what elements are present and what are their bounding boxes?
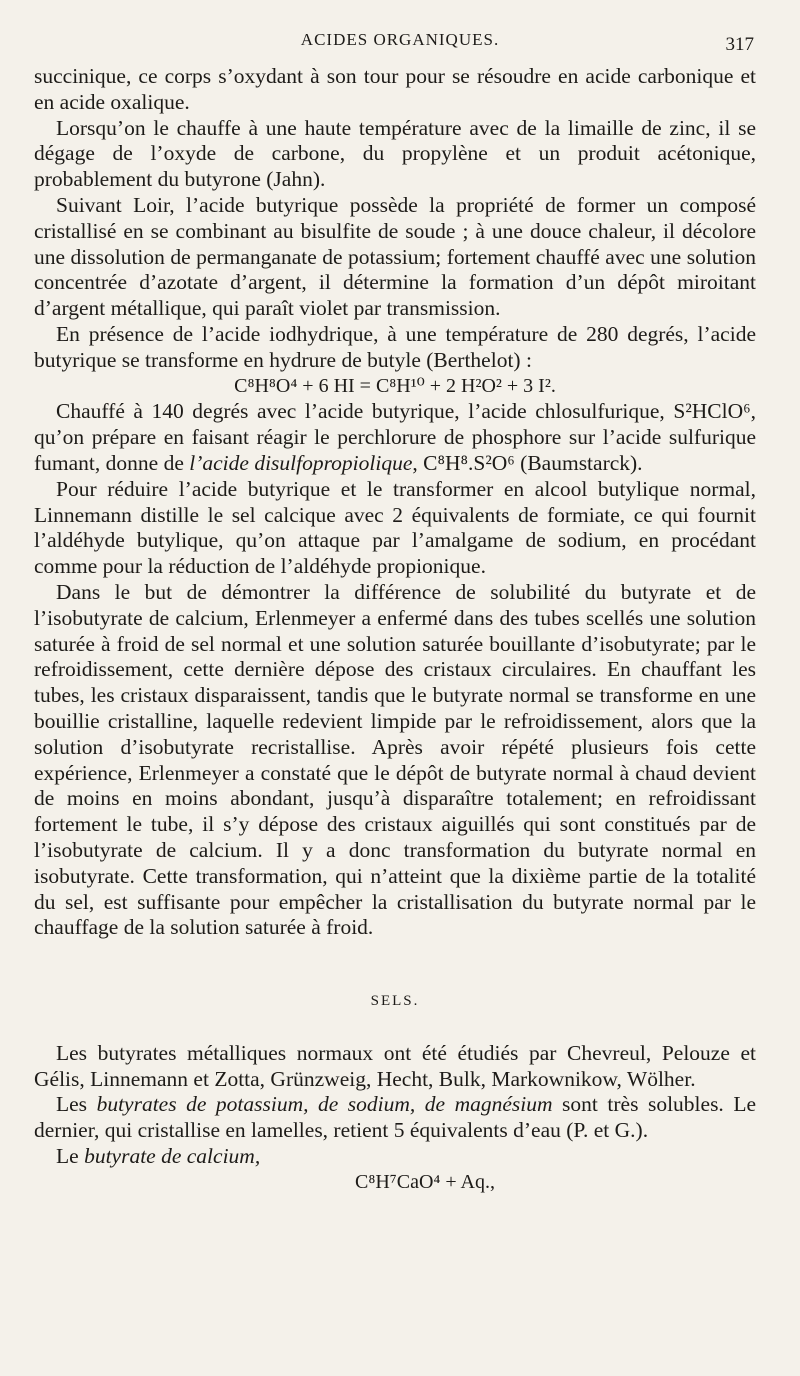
paragraph: Suivant Loir, l’acide butyrique possède la propriété de former un composé cristallisé en se combinant au bisulfite de soude ; à une douce chaleur, il décolore une dissolution de permanganate de potassium; fortement chauffé avec une solution concentrée d’azotate d’argent, il détermine la formation d’un dépôt miroitant d’argent métallique, qui paraît violet par transmission. [34,192,756,321]
paragraph: Les butyrates métalliques normaux ont été étudiés par Chevreul, Pelouze et Gélis, Linnemann et Zotta, Grünzweig, Hecht, Bulk, Markownikow, Wölher. [34,1040,756,1091]
text-run: Chauffé à 140 degrés avec l’acide butyrique, l’acide chlosulfurique, S²HClO⁶, qu’on prépare en faisant réagir le perchlorure de phosphore sur l’acide sulfurique fumant, donne de [34,399,756,475]
text-run: Les [56,1092,97,1117]
text-run: Le [56,1144,85,1169]
paragraph [34,1144,756,1170]
running-title: ACIDES ORGANIQUES. [300,30,500,49]
paragraph: succinique, ce corps s’oxydant à son tour pour se résoudre en acide carbonique et en acide oxalique. [34,64,756,114]
italic-term: butyrates de potassium, de sodium, de magnésium [96,1092,553,1117]
page-header [0,30,800,60]
paragraph: En présence de l’acide iodhydrique, à une température de 280 degrés, l’acide butyrique se transforme en hydrure de butyle (Berthelot) : [34,321,756,372]
paragraph [34,1092,756,1144]
text-run: , C⁸H⁸.S²O⁶ (Baumstarck). [412,450,643,475]
italic-term: butyrate de calcium, [84,1144,261,1169]
chemical-formula: C⁸H⁸O⁴ + 6 HI = C⁸H¹⁰ + 2 H²O² + 3 I². [234,374,556,397]
page-number: 317 [725,34,754,55]
paragraph: Dans le but de démontrer la différence de solubilité du butyrate et de l’isobutyrate de calcium, Erlenmeyer a enfermé dans des tubes scellés une solution saturée à froid de sel normal et une solution saturée bouillante d’isobutyrate; par le refroidissement, cette dernière dépose des cristaux circulaires. En chauffant les tubes, les cristaux disparaissent, tandis que le butyrate normal se transforme en une bouillie cristalline, laquelle redevient limpide par le refroidissement, alors que la solution d’isobutyrate recristallise. Après avoir répété plusieurs fois cette expérience, Erlenmeyer a constaté que le dépôt de butyrate normal à chaud devient de moins en moins abondant, jusqu’à disparaître totalement; en refroidissant fortement le tube, il s’y dépose des cristaux aiguillés qui sont constitués par de l’isobutyrate de calcium. Il y a donc transformation du butyrate normal en isobutyrate. Cette transformation, qui n’atteint que la dixième partie de la totalité du sel, est suffisante pour empêcher la cristallisation du butyrate normal par le chauffage de la solution saturée à froid. [34,579,756,940]
paragraph: Lorsqu’on le chauffe à une haute température avec de la limaille de zinc, il se dégage de l’oxyde de carbone, du propylène et un produit acétonique, probablement du butyrone (Jahn). [34,115,756,192]
text-run: sont très solubles. Le dernier, qui cristallise en lamelles, retient 5 équivalents d’eau (P. et G.). [34,1092,756,1143]
chemical-formula: C⁸H⁷CaO⁴ + Aq., [355,1170,495,1193]
paragraph: Pour réduire l’acide butyrique et le transformer en alcool butylique normal, Linnemann distille le sel calcique avec 2 équivalents de formiate, ce qui fournit l’aldéhyde butylique, qu’on attaque par l’amalgame de sodium, en procédant comme pour la réduction de l’aldéhyde propionique. [34,476,756,579]
italic-term: l’acide disulfopropiolique [189,450,413,475]
page-body [34,64,756,1196]
paragraph [34,399,756,476]
section-title: SELS. [370,993,420,1010]
